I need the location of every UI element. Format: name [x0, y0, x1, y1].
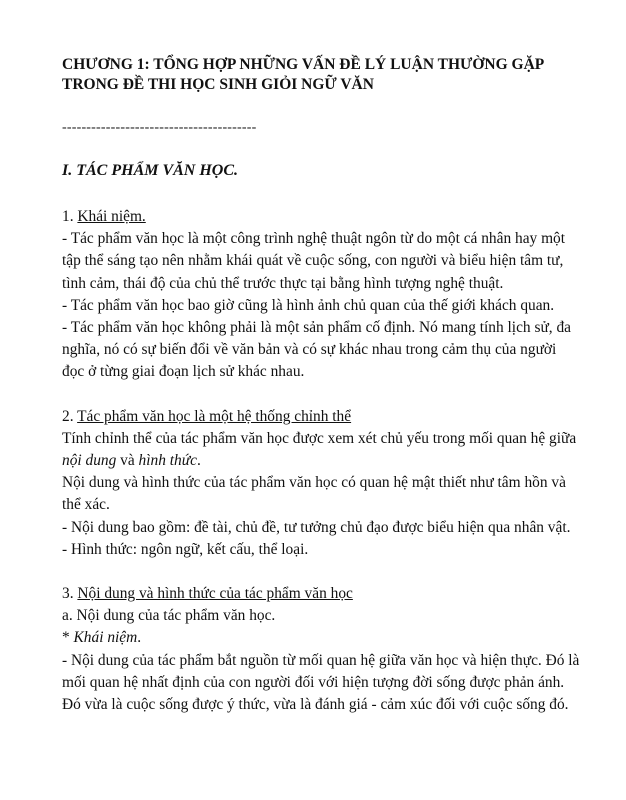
paragraph: - Tác phẩm văn học bao giờ cũng là hình ảnh chủ quan của thế giới khách quan. — [62, 296, 555, 314]
spacer — [62, 384, 582, 406]
paragraph — [62, 627, 582, 649]
text-run: . — [137, 629, 142, 647]
subsection-number: 3. — [62, 585, 78, 603]
paragraph: a. Nội dung của tác phẩm văn học. — [62, 607, 276, 625]
paragraph — [62, 428, 582, 472]
section-heading: I. TÁC PHẨM VĂN HỌC. — [62, 162, 239, 179]
paragraph: - Tác phẩm văn học là một công trình nghệ thuật ngôn từ do một cá nhân hay một tập thể sáng tạo nên nhằm khái quát về cuộc sống, con người và biểu hiện tâm tư, tình cảm, thái độ của chủ thể trước thực tại bằng hình tượng nghệ thuật. — [62, 230, 566, 292]
subsection-title: Khái niệm. — [77, 208, 146, 225]
subsection-1-heading — [62, 206, 582, 228]
italic-term: hình thức — [138, 452, 197, 470]
italic-term: nội dung — [62, 452, 117, 470]
subsection-2-heading — [62, 406, 582, 428]
subsection-3-heading — [62, 583, 582, 605]
paragraph: - Hình thức: ngôn ngữ, kết cấu, thể loại. — [62, 540, 309, 558]
spacer — [62, 561, 582, 583]
chapter-title — [62, 55, 622, 95]
document-body — [62, 206, 582, 716]
text-run: * — [62, 629, 74, 647]
chapter-title-line-2: TRONG ĐỀ THI HỌC SINH GIỎI NGỮ VĂN — [62, 76, 374, 93]
text-run: Tính chỉnh thể của tác phẩm văn học được xem xét chủ yếu trong mối quan hệ giữa — [62, 429, 577, 447]
chapter-title-line-1: CHƯƠNG 1: TỔNG HỢP NHỮNG VẤN ĐỀ LÝ LUẬN THƯỜNG GẶP — [62, 56, 545, 73]
text-run: và — [116, 452, 139, 470]
subsection-title: Tác phẩm văn học là một hệ thống chỉnh thể — [77, 407, 352, 425]
paragraph: - Nội dung của tác phẩm bắt nguồn từ mối quan hệ giữa văn học và hiện thực. Đó là mối quan hệ nhất định của con người đối với hiện tượng đời sống được phản ánh. Đó vừa là cuộc sống được ý thức, vừa là đánh giá - cảm xúc đối với cuộc sống đó. — [62, 651, 580, 714]
paragraph: Nội dung và hình thức của tác phẩm văn học có quan hệ mật thiết như tâm hồn và thể xác. — [62, 474, 566, 514]
italic-term: Khái niệm — [73, 629, 138, 647]
divider-line: ---------------------------------------- — [62, 120, 257, 135]
text-run: . — [196, 452, 201, 470]
subsection-number: 1. — [62, 208, 78, 225]
subsection-number: 2. — [62, 407, 78, 425]
paragraph: - Nội dung bao gồm: đề tài, chủ đề, tư tưởng chủ đạo được biểu hiện qua nhân vật. — [62, 518, 571, 536]
subsection-title: Nội dung và hình thức của tác phẩm văn học — [77, 585, 353, 603]
paragraph: - Tác phẩm văn học không phải là một sản phẩm cố định. Nó mang tính lịch sử, đa nghĩa, nó có sự biến đổi về văn bản và có sự khác nhau trong cảm thụ của người đọc ở từng giai đoạn lịch sử khác nhau. — [62, 319, 572, 381]
